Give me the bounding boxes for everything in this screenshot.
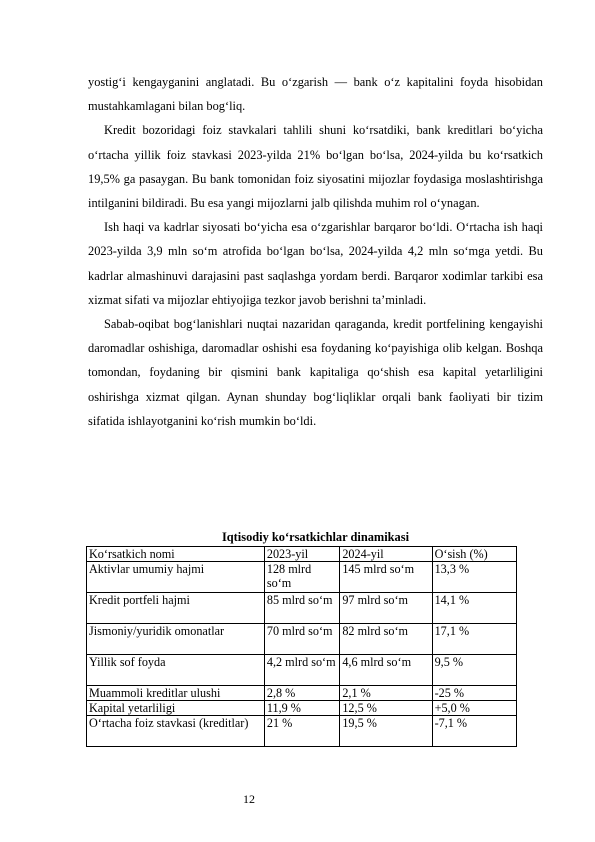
column-header: 2024-yil bbox=[340, 547, 432, 562]
table-cell: 97 mlrd so‘m bbox=[340, 593, 432, 624]
table-cell: +5,0 % bbox=[432, 701, 516, 716]
table-cell: Muammoli kreditlar ulushi bbox=[87, 686, 265, 701]
table-cell: 17,1 % bbox=[432, 624, 516, 655]
indicators-table bbox=[86, 546, 517, 747]
table-cell: Kapital yetarliligi bbox=[87, 701, 265, 716]
paragraph: Kredit bozoridagi foiz stavkalari tahlili shuni ko‘rsatdiki, bank kreditlari bo‘yicha o‘rtacha yillik foiz stavkasi 2023-yilda 21% bo‘lgan bo‘lsa, 2024-yilda bu ko‘rsatkich 19,5% ga pasaygan. Bu bank tomonidan foiz siyosatini mijozlar foydasiga moslashtirishga intilganini bildiradi. Bu esa yangi mijozlarni jalb qilishda muhim rol o‘ynagan. bbox=[88, 123, 543, 211]
table-header-row bbox=[87, 547, 517, 562]
column-header: O‘sish (%) bbox=[432, 547, 516, 562]
table-cell: 11,9 % bbox=[264, 701, 339, 716]
paragraph: yostig‘i kengayganini anglatadi. Bu o‘zgarish — bank o‘z kapitalini foyda hisobidan mustahkamlagani bilan bog‘liq. bbox=[88, 75, 543, 114]
table-cell: 145 mlrd so‘m bbox=[340, 562, 432, 593]
table-cell: Kredit portfeli hajmi bbox=[87, 593, 265, 624]
table-cell: Jismoniy/yuridik omonatlar bbox=[87, 624, 265, 655]
table-cell: -7,1 % bbox=[432, 716, 516, 747]
table-cell: 14,1 % bbox=[432, 593, 516, 624]
paragraph: Sabab-oqibat bog‘lanishlari nuqtai nazaridan qaraganda, kredit portfelining kengayishi daromadlar oshishiga, daromadlar oshishi esa foydaning ko‘payishiga olib kelgan. Boshqa tomondan, foydaning bir qismini bank kapitaliga qo‘shish esa kapital yetarliligini oshirishga xizmat qilgan. Aynan shunday bog‘liqliklar orqali bank faoliyati bir tizim sifatida ishlayotganini ko‘rish mumkin bo‘ldi. bbox=[88, 317, 543, 428]
table-cell: Aktivlar umumiy hajmi bbox=[87, 562, 265, 593]
table-row bbox=[87, 593, 517, 624]
table-cell: 13,3 % bbox=[432, 562, 516, 593]
paragraph: Ish haqi va kadrlar siyosati bo‘yicha esa o‘zgarishlar barqaror bo‘ldi. O‘rtacha ish haqi 2023-yilda 3,9 mln so‘m atrofida bo‘lgan bo‘lsa, 2024-yilda 4,2 mln so‘mga yetdi. Bu kadrlar almashinuvi darajasini past saqlashga yordam berdi. Barqaror xodimlar tarkibi esa xizmat sifati va mijozlar ehtiyojiga tezkor javob berishni ta’minladi. bbox=[88, 220, 543, 307]
table-cell: 19,5 % bbox=[340, 716, 432, 747]
body-text bbox=[88, 70, 543, 433]
table-row bbox=[87, 701, 517, 716]
table-cell: 2,1 % bbox=[340, 686, 432, 701]
table-cell: 82 mlrd so‘m bbox=[340, 624, 432, 655]
table-row bbox=[87, 716, 517, 747]
column-header: Ko‘rsatkich nomi bbox=[87, 547, 265, 562]
column-header: 2023-yil bbox=[264, 547, 339, 562]
table-title: Iqtisodiy ko‘rsatkichlar dinamikasi bbox=[221, 530, 410, 544]
table-cell: 2,8 % bbox=[264, 686, 339, 701]
page-number: 12 bbox=[243, 792, 255, 806]
table-cell: 70 mlrd so‘m bbox=[264, 624, 339, 655]
table-cell: 128 mlrd so‘m bbox=[264, 562, 339, 593]
table-cell: 4,6 mlrd so‘m bbox=[340, 655, 432, 686]
table-cell: -25 % bbox=[432, 686, 516, 701]
table-row bbox=[87, 562, 517, 593]
table-row bbox=[87, 655, 517, 686]
table-cell: O‘rtacha foiz stavkasi (kreditlar) bbox=[87, 716, 265, 747]
table-row bbox=[87, 686, 517, 701]
table-cell: 21 % bbox=[264, 716, 339, 747]
table-row bbox=[87, 624, 517, 655]
table-cell: 12,5 % bbox=[340, 701, 432, 716]
table-cell: 4,2 mlrd so‘m bbox=[264, 655, 339, 686]
table-cell: Yillik sof foyda bbox=[87, 655, 265, 686]
table-cell: 85 mlrd so‘m bbox=[264, 593, 339, 624]
table-cell: 9,5 % bbox=[432, 655, 516, 686]
